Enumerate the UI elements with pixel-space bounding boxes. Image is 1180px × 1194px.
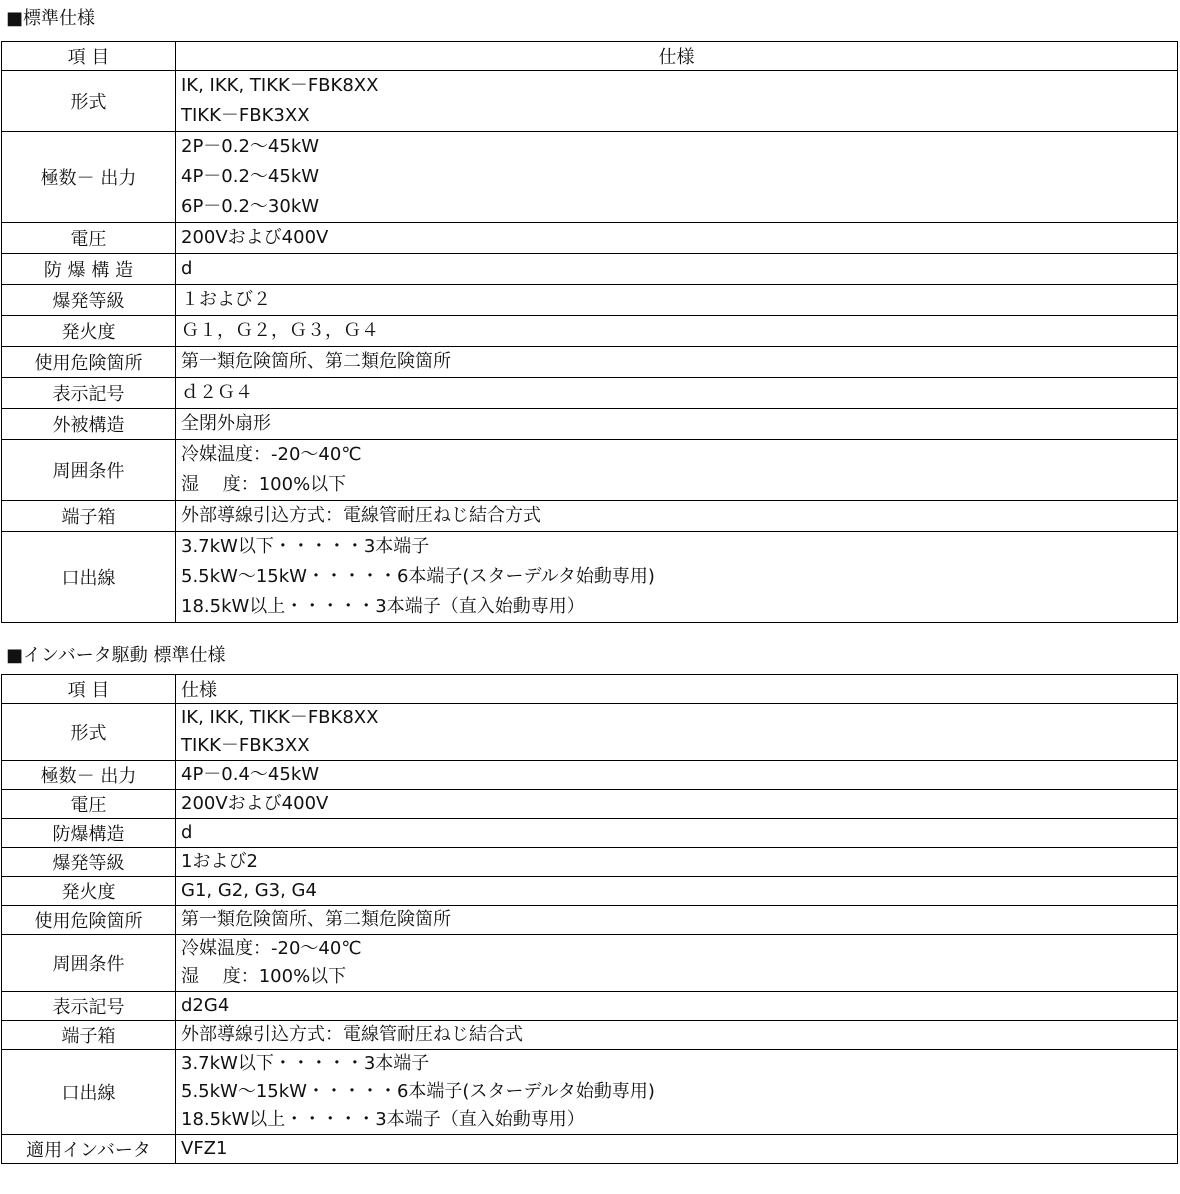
row-label: 電圧: [2, 223, 176, 254]
table-row: [2, 378, 1178, 409]
value-line: IK, IKK, TIKK－FBK8XX: [181, 707, 379, 728]
value-line: G1, G2, G3, G4: [181, 880, 317, 901]
row-label: 防爆構造: [2, 819, 176, 848]
row-label: 使用危険箇所: [2, 906, 176, 935]
row-label: 使用危険箇所: [2, 347, 176, 378]
value-line: 4P－0.2～45kW: [181, 166, 320, 187]
table-row: [2, 501, 1178, 532]
row-value: [176, 819, 1178, 848]
row-value: [176, 790, 1178, 819]
row-value: [176, 532, 1178, 623]
row-value: [176, 848, 1178, 877]
value-line: 冷媒温度：-20～40℃: [181, 938, 362, 959]
row-label: 周囲条件: [2, 440, 176, 501]
row-value: [176, 316, 1178, 347]
row-value: [176, 254, 1178, 285]
table-row: [2, 704, 1178, 761]
row-value: [176, 877, 1178, 906]
row-value: [176, 761, 1178, 790]
value-line: ｄ２Ｇ４: [181, 382, 253, 403]
row-value: [176, 1021, 1178, 1050]
row-label: 形式: [2, 704, 176, 761]
value-line: 5.5kW～15kW・・・・・6本端子(スターデルタ始動専用): [181, 1081, 655, 1102]
table-row: [2, 790, 1178, 819]
value-line: 第一類危険箇所、第二類危険箇所: [181, 351, 451, 372]
table-row: [2, 848, 1178, 877]
value-line: 3.7kW以下・・・・・3本端子: [181, 1053, 430, 1074]
standard-spec-table: [1, 41, 1178, 623]
table-row: [2, 316, 1178, 347]
value-line: VFZ1: [181, 1138, 228, 1159]
table-row: [2, 254, 1178, 285]
value-line: 冷媒温度：-20～40℃: [181, 444, 362, 465]
table-row: [2, 819, 1178, 848]
row-label: 発火度: [2, 877, 176, 906]
row-label: 表示記号: [2, 992, 176, 1021]
row-value: [176, 440, 1178, 501]
row-label: 表示記号: [2, 378, 176, 409]
inverter-spec-table: [1, 674, 1178, 1164]
row-label: 防 爆 構 造: [2, 254, 176, 285]
row-value: [176, 71, 1178, 132]
header-spec: 仕様: [176, 42, 1178, 71]
row-label: 外被構造: [2, 409, 176, 440]
value-line: 第一類危険箇所、第二類危険箇所: [181, 909, 451, 930]
row-label: 端子箱: [2, 1021, 176, 1050]
value-line: 3.7kW以下・・・・・3本端子: [181, 536, 430, 557]
value-line: d2G4: [181, 995, 230, 1016]
table-row: [2, 532, 1178, 623]
row-value: [176, 501, 1178, 532]
row-label: 爆発等級: [2, 848, 176, 877]
row-label: 形式: [2, 71, 176, 132]
table-row: [2, 1021, 1178, 1050]
value-line: 1および2: [181, 851, 258, 872]
value-line: 外部導線引込方式：電線管耐圧ねじ結合方式: [181, 505, 541, 526]
value-line: d: [181, 822, 193, 843]
row-label: 極数－ 出力: [2, 132, 176, 223]
value-line: 6P－0.2～30kW: [181, 196, 320, 217]
value-line: IK, IKK, TIKK－FBK8XX: [181, 75, 379, 96]
table-row: [2, 877, 1178, 906]
header-spec: 仕様: [176, 675, 1178, 704]
value-line: 湿 度：100%以下: [181, 966, 347, 987]
header-item: 項 目: [2, 42, 176, 71]
row-value: [176, 1050, 1178, 1135]
row-value: [176, 378, 1178, 409]
value-line: TIKK－FBK3XX: [181, 105, 310, 126]
row-value: [176, 132, 1178, 223]
table-row: [2, 906, 1178, 935]
table-header-row: [2, 42, 1178, 71]
row-label: 口出線: [2, 532, 176, 623]
row-label: 電圧: [2, 790, 176, 819]
value-line: 外部導線引込方式：電線管耐圧ねじ結合式: [181, 1024, 523, 1045]
row-value: [176, 347, 1178, 378]
table-row: [2, 992, 1178, 1021]
table-row: [2, 440, 1178, 501]
row-label: 周囲条件: [2, 935, 176, 992]
row-value: [176, 223, 1178, 254]
row-label: 口出線: [2, 1050, 176, 1135]
table-row: [2, 132, 1178, 223]
table-row: [2, 1135, 1178, 1164]
row-value: [176, 992, 1178, 1021]
row-value: [176, 704, 1178, 761]
table-row: [2, 223, 1178, 254]
row-value: [176, 285, 1178, 316]
row-label: 爆発等級: [2, 285, 176, 316]
inverter-spec-title: ■インバータ駆動 標準仕様: [6, 645, 226, 666]
value-line: 5.5kW～15kW・・・・・6本端子(スターデルタ始動専用): [181, 566, 655, 587]
row-label: 発火度: [2, 316, 176, 347]
value-line: 18.5kW以上・・・・・3本端子（直入始動専用）: [181, 1109, 585, 1130]
table-row: [2, 285, 1178, 316]
row-label: 適用インバータ: [2, 1135, 176, 1164]
value-line: TIKK－FBK3XX: [181, 735, 310, 756]
table-row: [2, 935, 1178, 992]
table-row: [2, 1050, 1178, 1135]
value-line: １および２: [181, 289, 271, 310]
value-line: 4P－0.4～45kW: [181, 764, 320, 785]
value-line: 200Vおよび400V: [181, 227, 329, 248]
row-value: [176, 935, 1178, 992]
table-row: [2, 761, 1178, 790]
value-line: d: [181, 258, 193, 279]
table-row: [2, 71, 1178, 132]
value-line: 18.5kW以上・・・・・3本端子（直入始動専用）: [181, 596, 585, 617]
value-line: 全閉外扇形: [181, 413, 271, 434]
table-row: [2, 409, 1178, 440]
standard-spec-title: ■標準仕様: [6, 8, 96, 29]
row-value: [176, 1135, 1178, 1164]
header-item: 項 目: [2, 675, 176, 704]
row-value: [176, 906, 1178, 935]
table-header-row: [2, 675, 1178, 704]
row-label: 端子箱: [2, 501, 176, 532]
value-line: 200Vおよび400V: [181, 793, 329, 814]
value-line: Ｇ１，Ｇ２，Ｇ３，Ｇ４: [181, 320, 379, 341]
row-value: [176, 409, 1178, 440]
value-line: 湿 度：100%以下: [181, 474, 347, 495]
value-line: 2P－0.2～45kW: [181, 136, 320, 157]
row-label: 極数－ 出力: [2, 761, 176, 790]
table-row: [2, 347, 1178, 378]
